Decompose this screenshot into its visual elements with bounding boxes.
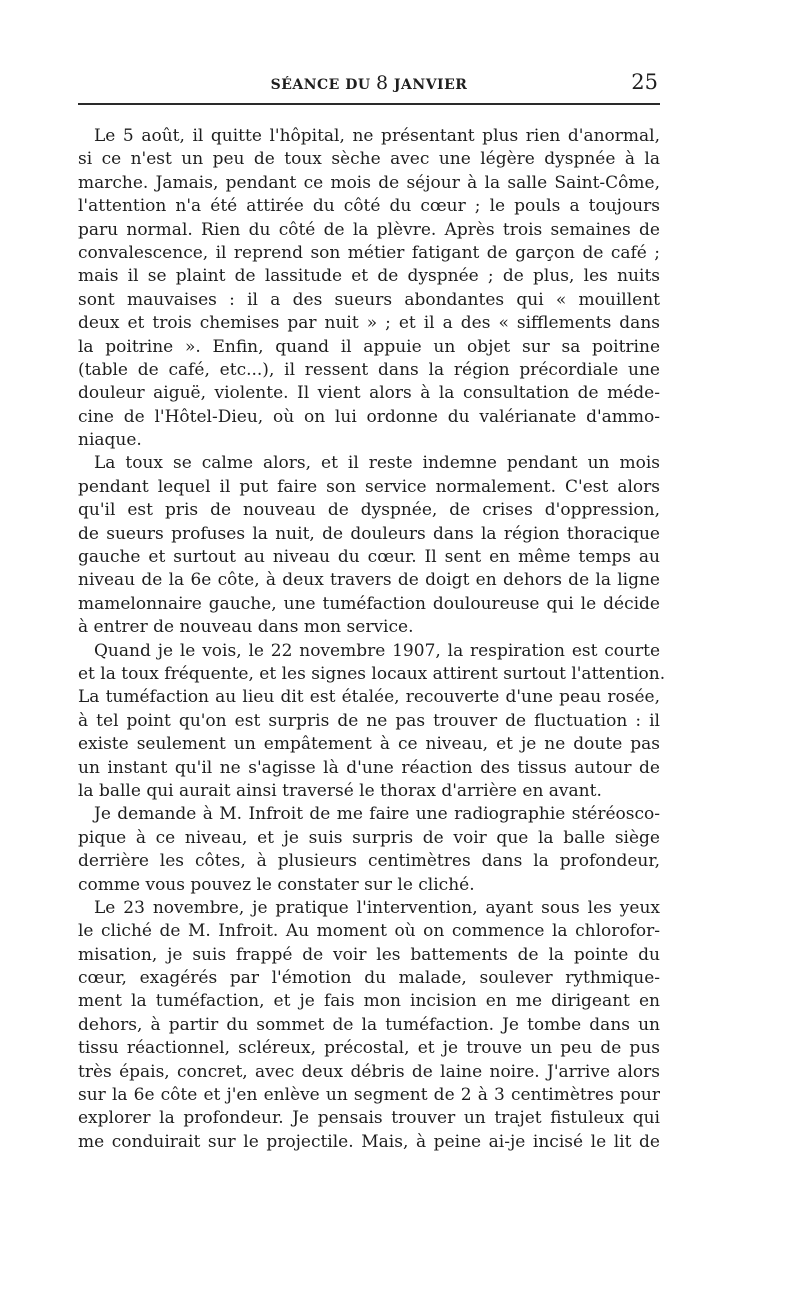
text-line: sont mauvaises : il a des sueurs abondantes qui « mouillent: [78, 289, 660, 310]
text-line: qu'il est pris de nouveau de dyspnée, de crises d'oppression,: [78, 500, 660, 521]
text-line: comme vous pouvez le constater sur le cliché.: [78, 874, 475, 895]
text-line: misation, je suis frappé de voir les battements de la pointe du: [78, 944, 660, 965]
text-line: mamelonnaire gauche, une tuméfaction douloureuse qui le décide: [78, 593, 660, 614]
text-line: existe seulement un empâtement à ce niveau, et je ne doute pas: [78, 734, 660, 755]
text-line: à tel point qu'on est surpris de ne pas trouver de fluctuation : il: [78, 710, 660, 731]
text-line: ment la tuméfaction, et je fais mon incision en me dirigeant en: [78, 991, 660, 1012]
text-line: Le 23 novembre, je pratique l'intervention, ayant sous les yeux: [94, 897, 660, 918]
text-line: paru normal. Rien du côté de la plèvre. Après trois semaines de: [78, 219, 660, 240]
paragraph: [78, 897, 660, 1154]
page-header: [78, 72, 660, 106]
text-line: explorer la profondeur. Je pensais trouver un trajet fistuleux qui: [78, 1108, 660, 1129]
text-line: la poitrine ». Enfin, quand il appuie un objet sur sa poitrine: [78, 336, 660, 357]
running-title-day: 8: [375, 72, 389, 94]
running-title-prefix: SÉANCE DU: [270, 77, 371, 93]
text-line: la balle qui aurait ainsi traversé le thorax d'arrière en avant.: [78, 780, 602, 801]
text-line: Le 5 août, il quitte l'hôpital, ne présentant plus rien d'anormal,: [94, 126, 660, 146]
text-line: tissu réactionnel, scléreux, précostal, et je trouve un peu de pus: [78, 1038, 660, 1059]
text-line: dehors, à partir du sommet de la tuméfaction. Je tombe dans un: [78, 1014, 660, 1035]
text-line: douleur aiguë, violente. Il vient alors à la consultation de méde-: [78, 383, 660, 404]
text-line: pique à ce niveau, et je suis surpris de voir que la balle siège: [78, 827, 660, 848]
running-title: [78, 72, 660, 94]
text-line: La toux se calme alors, et il reste indemne pendant un mois: [94, 453, 660, 474]
text-line: à entrer de nouveau dans mon service.: [78, 617, 414, 638]
text-line: niveau de la 6e côte, à deux travers de doigt en dehors de la ligne: [78, 570, 660, 591]
text-line: marche. Jamais, pendant ce mois de séjour à la salle Saint-Côme,: [78, 172, 660, 193]
paragraph: [78, 452, 660, 639]
paragraph: [78, 803, 660, 897]
text-line: sur la 6e côte et j'en enlève un segment de 2 à 3 centimètres pour: [78, 1085, 660, 1106]
text-line: Je demande à M. Infroit de me faire une radiographie stéréosco-: [94, 804, 660, 825]
text-line: me conduirait sur le projectile. Mais, à peine ai-je incisé le lit de: [78, 1131, 660, 1152]
text-line: mais il se plaint de lassitude et de dyspnée ; de plus, les nuits: [78, 266, 660, 287]
text-line: l'attention n'a été attirée du côté du cœur ; le pouls a toujours: [78, 196, 660, 217]
paragraph: [78, 640, 666, 804]
paragraph: [78, 125, 660, 452]
text-line: convalescence, il reprend son métier fatigant de garçon de café ;: [78, 242, 660, 263]
running-title-suffix: JANVIER: [393, 77, 468, 93]
text-line: gauche et surtout au niveau du cœur. Il sent en même temps au: [78, 547, 660, 568]
text-line: pendant lequel il put faire son service normalement. C'est alors: [78, 476, 660, 497]
text-line: cœur, exagérés par l'émotion du malade, soulever rythmique-: [78, 968, 660, 989]
text-line: cine de l'Hôtel-Dieu, où on lui ordonne du valérianate d'ammo-: [78, 406, 660, 427]
text-line: et la toux fréquente, et les signes locaux attirent surtout l'attention.: [78, 663, 666, 684]
text-line: un instant qu'il ne s'agisse là d'une réaction des tissus autour de: [78, 757, 660, 778]
text-line: de sueurs profuses la nuit, de douleurs dans la région thoracique: [78, 523, 660, 544]
text-line: Quand je le vois, le 22 novembre 1907, la respiration est courte: [94, 640, 660, 661]
text-line: si ce n'est un peu de toux sèche avec une légère dyspnée à la: [78, 149, 660, 170]
text-line: deux et trois chemises par nuit » ; et il a des « sifflements dans: [78, 313, 660, 334]
text-line: (table de café, etc...), il ressent dans la région précordiale une: [78, 359, 660, 380]
body-text: [78, 125, 666, 1154]
page-number: 25: [631, 70, 658, 94]
text-line: très épais, concret, avec deux débris de laine noire. J'arrive alors: [78, 1061, 660, 1082]
text-line: niaque.: [78, 430, 142, 451]
text-line: le cliché de M. Infroit. Au moment où on commence la chlorofor-: [78, 921, 660, 942]
text-line: La tuméfaction au lieu dit est étalée, recouverte d'une peau rosée,: [78, 687, 660, 708]
header-rule: [78, 103, 660, 105]
text-line: derrière les côtes, à plusieurs centimètres dans la profondeur,: [78, 851, 660, 872]
